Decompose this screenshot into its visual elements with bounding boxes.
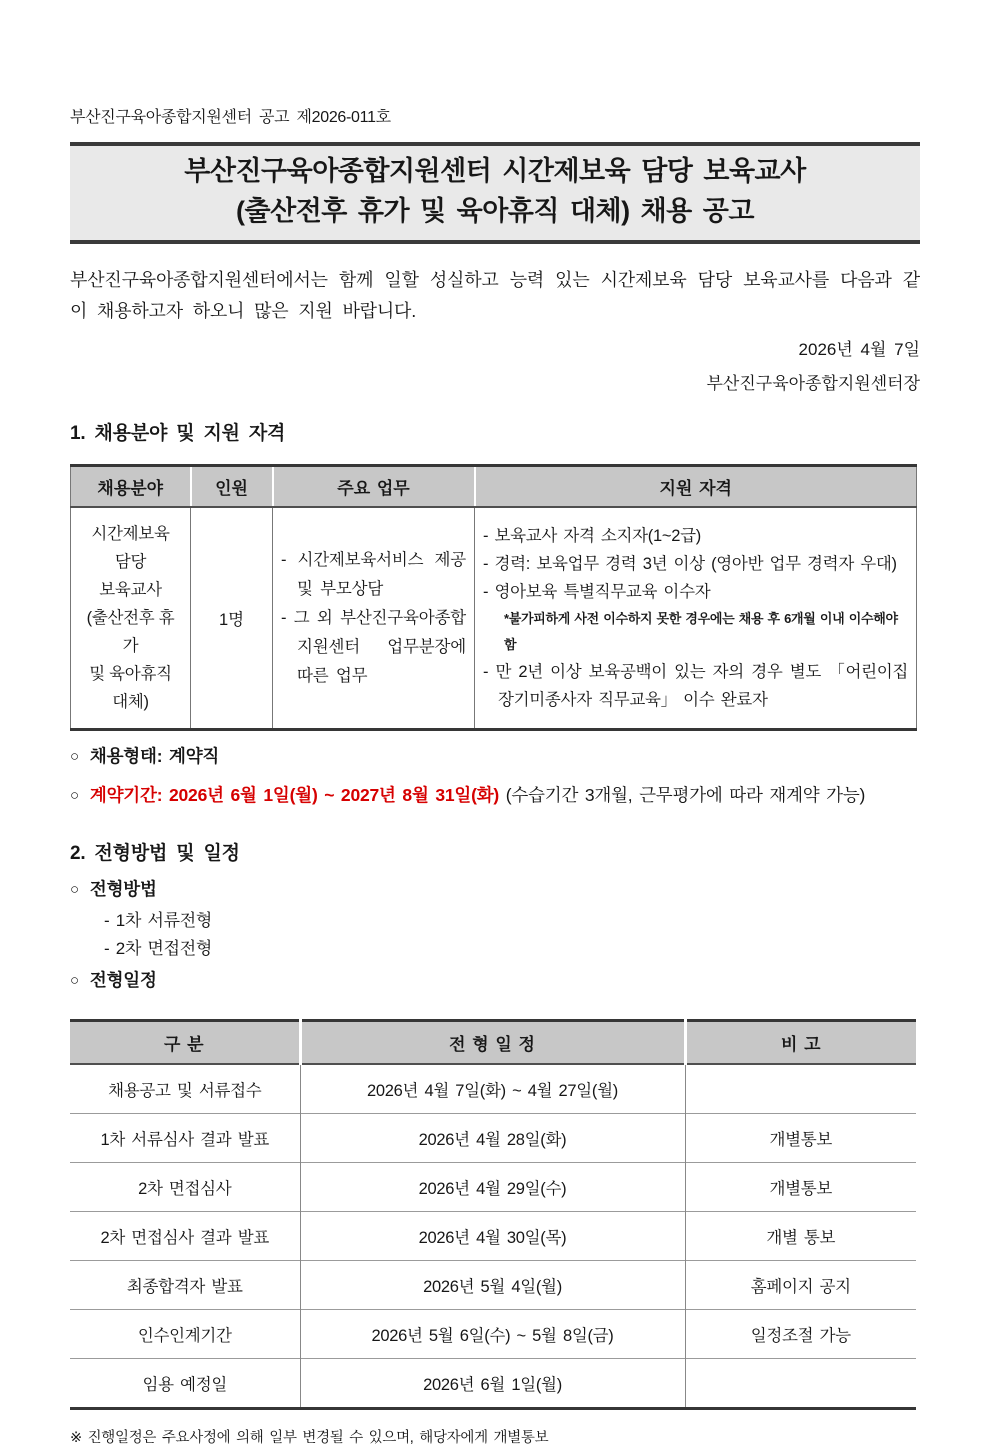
- schedule-note: [685, 1064, 916, 1114]
- employment-type-text: 채용형태: 계약직: [89, 746, 220, 766]
- circle-bullet-icon: ○: [70, 748, 79, 765]
- schedule-category: 최종합격자 발표: [70, 1261, 300, 1310]
- schedule-note: [685, 1359, 916, 1409]
- schedule-table-header-row: [70, 1021, 916, 1065]
- position-line: 대체): [112, 693, 149, 711]
- col-header-qualifications: 지원 자격: [475, 466, 917, 508]
- recruitment-table: [70, 464, 917, 731]
- cell-position: [71, 507, 191, 730]
- title-box: [70, 142, 920, 244]
- col-header-duties: 주요 업무: [273, 466, 475, 508]
- title-line-1: 부산진구육아종합지원센터 시간제보육 담당 보육교사: [184, 156, 806, 186]
- title-line-2: (출산전후 휴가 및 육아휴직 대체) 채용 공고: [236, 196, 754, 226]
- recruitment-table-row: [71, 507, 917, 730]
- schedule-date: 2026년 5월 4일(월): [300, 1261, 685, 1310]
- col-header-field: 채용분야: [71, 466, 191, 508]
- method-item: - 2차 면접전형: [104, 939, 212, 958]
- schedule-date: 2026년 4월 30일(목): [300, 1212, 685, 1261]
- schedule-note: 개별통보: [685, 1163, 916, 1212]
- intro-paragraph: 부산진구육아종합지원센터에서는 함께 일할 성실하고 능력 있는 시간제보육 담당 보육교사를 다음과 같이 채용하고자 하오니 많은 지원 바랍니다.: [70, 270, 920, 321]
- contract-period-suffix: (수습기간 3개월, 근무평가에 따라 재계약 가능): [499, 785, 866, 805]
- circle-bullet-icon: ○: [70, 881, 79, 898]
- contract-period-line: [70, 783, 920, 809]
- qualification-footnote: *불가피하게 사전 이수하지 못한 경우에는 채용 후 6개월 이내 이수해야함: [504, 611, 898, 652]
- position-line: 시간제보육: [91, 525, 170, 543]
- circle-bullet-icon: ○: [70, 972, 79, 989]
- qualification-item: - 만 2년 이상 보육공백이 있는 자의 경우 별도 「어린이집 장기미종사자 직무교육」 이수 완료자: [483, 663, 908, 709]
- qualification-item: - 경력: 보육업무 경력 3년 이상 (영아반 업무 경력자 우대): [483, 555, 897, 573]
- schedule-footnote: ※ 진행일정은 주요사정에 의해 일부 변경될 수 있으며, 해당자에게 개별통보: [70, 1430, 549, 1446]
- cell-qualifications: [475, 507, 917, 730]
- col-header-date: 전 형 일 정: [300, 1021, 685, 1065]
- position-line: (출산전후 휴가: [86, 609, 175, 655]
- qualification-item: - 영아보육 특별직무교육 이수자: [483, 583, 711, 601]
- schedule-row: [70, 1212, 916, 1261]
- schedule-table: [70, 1019, 916, 1410]
- schedule-row: [70, 1114, 916, 1163]
- schedule-note: 개별통보: [685, 1114, 916, 1163]
- schedule-row: [70, 1310, 916, 1359]
- schedule-row: [70, 1359, 916, 1409]
- duty-item: - 그 외 부산진구육아종합지원센터 업무분장에 따른 업무: [281, 608, 466, 685]
- schedule-label-line: [70, 968, 920, 994]
- col-header-headcount: 인원: [191, 466, 273, 508]
- cell-headcount: 1명: [191, 507, 273, 730]
- issuer-signature: 부산진구육아종합지원센터장: [706, 374, 920, 393]
- schedule-category: 2차 면접심사 결과 발표: [70, 1212, 300, 1261]
- col-header-note: 비 고: [685, 1021, 916, 1065]
- duty-item: - 시간제보육서비스 제공 및 부모상담: [281, 550, 466, 598]
- section1-heading: 1. 채용분야 및 지원 자격: [70, 423, 286, 444]
- method-item: - 1차 서류전형: [104, 911, 212, 930]
- section2-heading: 2. 전형방법 및 일정: [70, 843, 240, 864]
- col-header-category: 구 분: [70, 1021, 300, 1065]
- schedule-category: 임용 예정일: [70, 1359, 300, 1409]
- schedule-date: 2026년 4월 7일(화) ~ 4월 27일(월): [300, 1064, 685, 1114]
- schedule-date: 2026년 5월 6일(수) ~ 5월 8일(금): [300, 1310, 685, 1359]
- qualification-item: - 보육교사 자격 소지자(1~2급): [483, 527, 701, 545]
- employment-type-line: [70, 744, 920, 770]
- position-line: 담당: [114, 553, 147, 571]
- schedule-category: 채용공고 및 서류접수: [108, 1082, 262, 1100]
- schedule-note: 홈페이지 공지: [685, 1261, 916, 1310]
- schedule-date: 2026년 4월 28일(화): [300, 1114, 685, 1163]
- circle-bullet-icon: ○: [70, 787, 79, 804]
- recruitment-table-header-row: [71, 466, 917, 508]
- method-label-text: 전형방법: [89, 879, 157, 899]
- schedule-date: 2026년 6월 1일(월): [300, 1359, 685, 1409]
- contract-period-text: 계약기간: 2026년 6월 1일(월) ~ 2027년 8월 31일(화): [89, 785, 500, 805]
- notice-number: 부산진구육아종합지원센터 공고 제2026-011호: [70, 109, 391, 126]
- schedule-note: 일정조절 가능: [685, 1310, 916, 1359]
- issue-date: 2026년 4월 7일: [798, 340, 920, 359]
- schedule-label-text: 전형일정: [89, 970, 157, 990]
- schedule-row: [70, 1261, 916, 1310]
- cell-duties: [273, 507, 475, 730]
- position-line: 보육교사: [99, 581, 162, 599]
- schedule-row: [70, 1163, 916, 1212]
- schedule-category: 2차 면접심사: [70, 1163, 300, 1212]
- schedule-category: 인수인계기간: [70, 1310, 300, 1359]
- position-line: 및 육아휴직: [89, 665, 172, 683]
- schedule-note: 개별 통보: [685, 1212, 916, 1261]
- method-label-line: [70, 877, 920, 903]
- schedule-date: 2026년 4월 29일(수): [300, 1163, 685, 1212]
- schedule-category: 1차 서류심사 결과 발표: [70, 1114, 300, 1163]
- schedule-row: [70, 1064, 916, 1114]
